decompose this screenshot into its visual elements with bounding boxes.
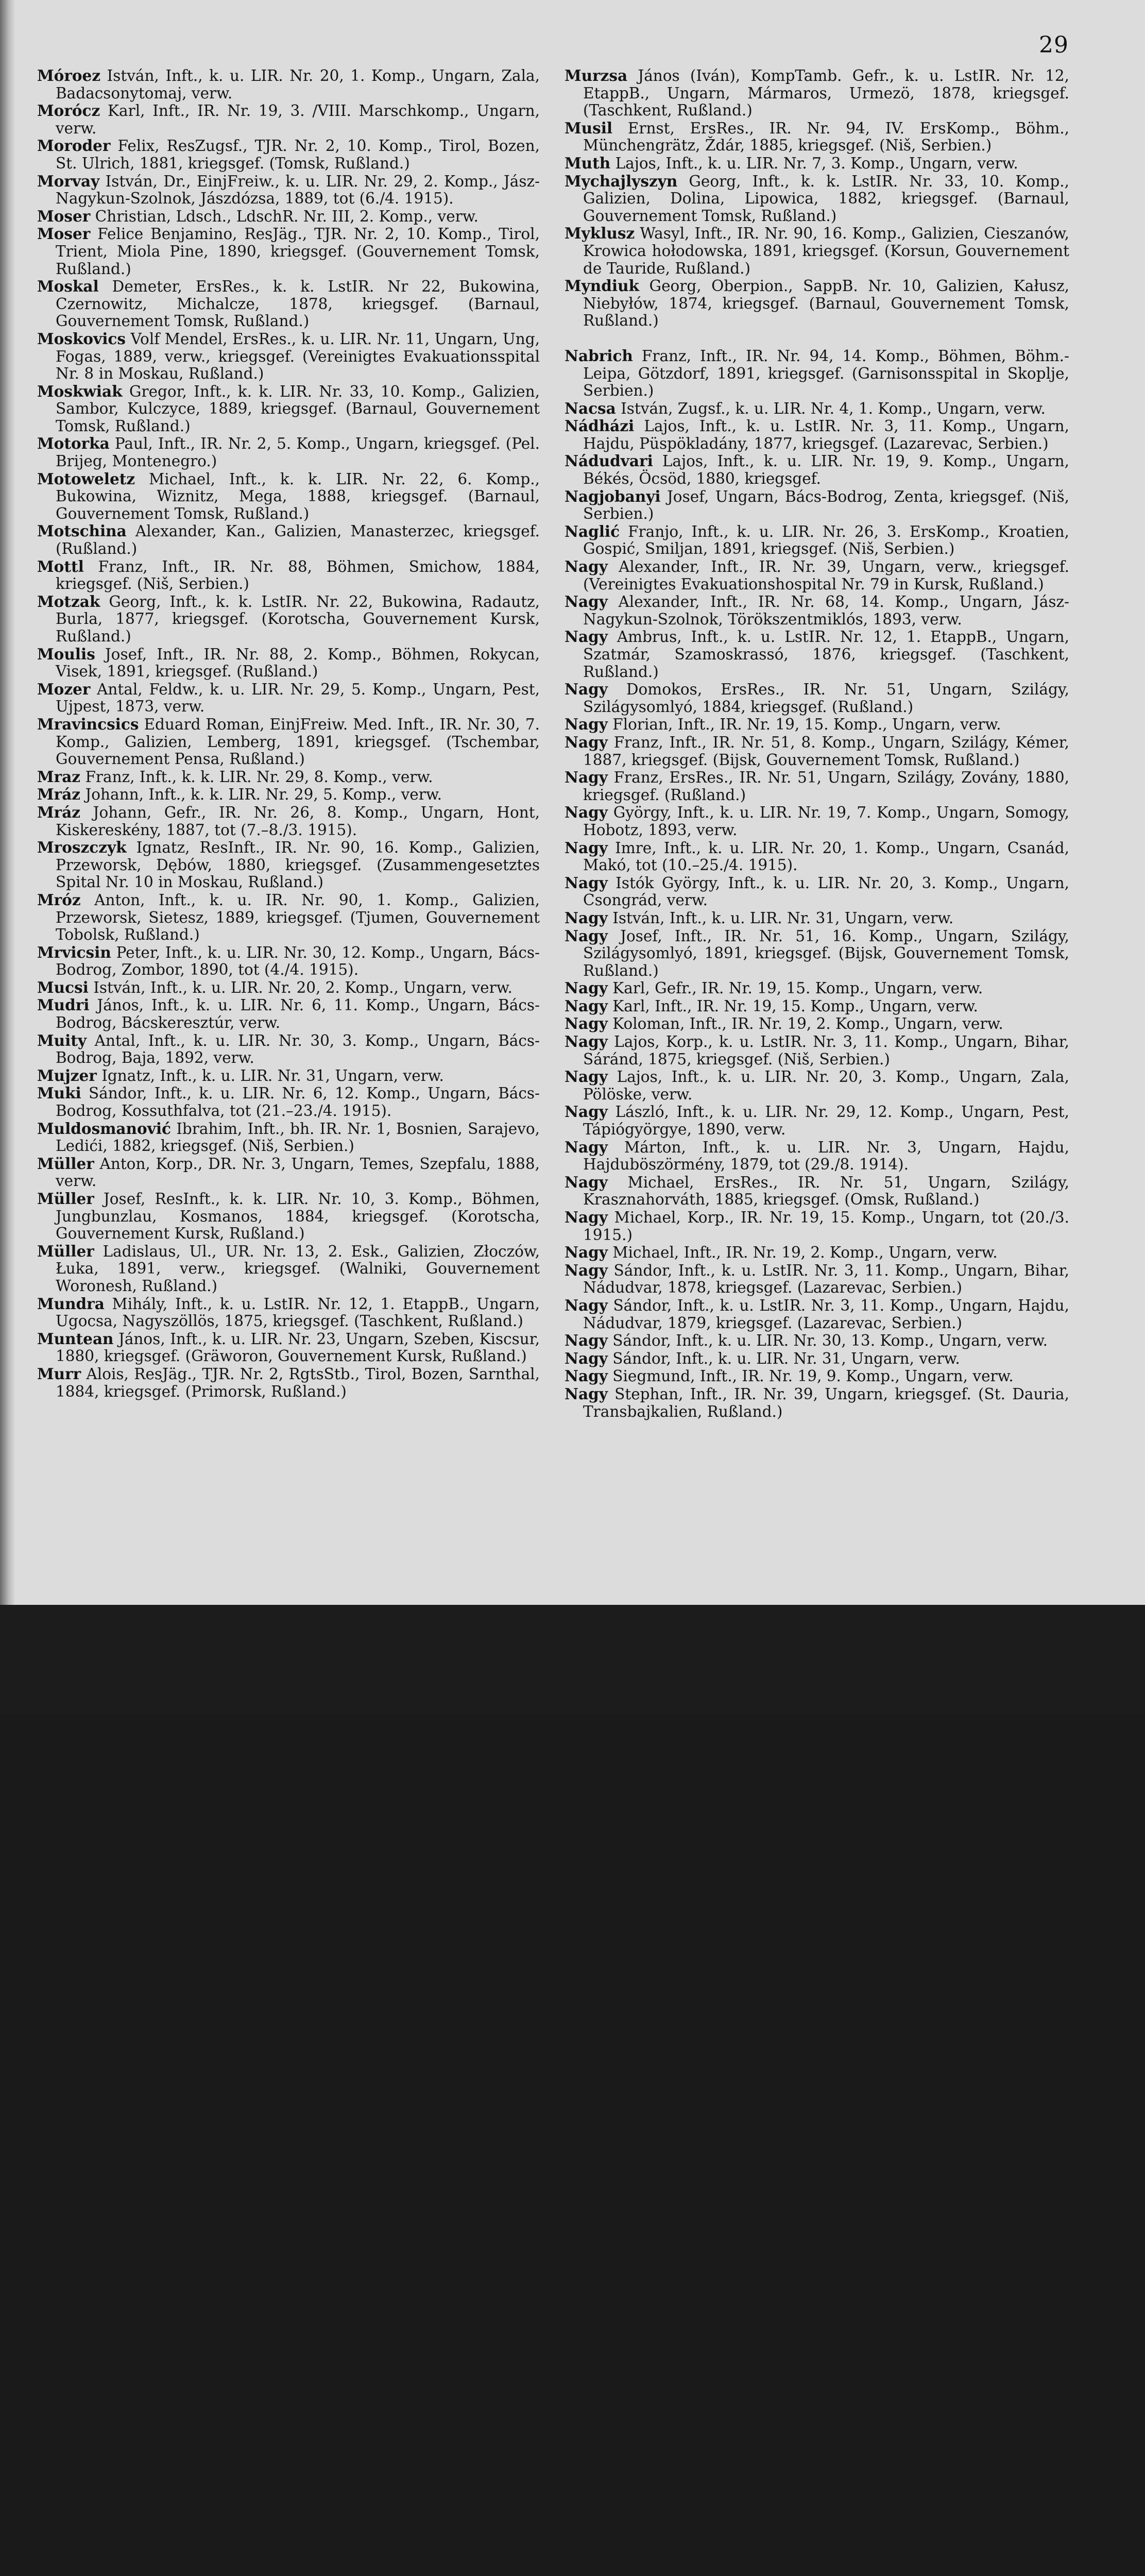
entry-surname: Nagy	[565, 908, 608, 927]
list-entry	[565, 804, 1069, 839]
entry-details: Ernst, ErsRes., IR. Nr. 94, IV. ErsKomp., Böhm., Münchengrätz, Ždár, 1885, kriegsgef. (Niš, Serbien.)	[583, 119, 1069, 155]
entry-surname: Morócz	[37, 101, 100, 120]
entry-surname: Mychajlyszyn	[565, 172, 678, 190]
entry-surname: Mráz	[37, 803, 81, 821]
entry-details: Alexander, Inft., IR. Nr. 68, 14. Komp., Ungarn, Jász-Nagykun-Szolnok, Törökszentmiklós, 1893, verw.	[583, 593, 1069, 628]
entry-details: Antal, Feldw., k. u. LIR. Nr. 29, 5. Komp., Ungarn, Pest, Ujpest, 1873, verw.	[56, 680, 540, 716]
entry-surname: Nagy	[565, 1367, 608, 1385]
list-entry	[37, 1190, 540, 1243]
list-entry	[565, 874, 1069, 909]
entry-surname: Mujzer	[37, 1066, 97, 1084]
entry-surname: Mottl	[37, 557, 84, 575]
entry-surname: Nagy	[565, 1243, 608, 1262]
list-entry	[37, 944, 540, 979]
entry-details: István, Dr., EinjFreiw., k. u. LIR. Nr. 29, 2. Komp., Jász-Nagykun-Szolnok, Jászdózsa, 1889, tot (6./4. 1915).	[56, 172, 540, 208]
list-entry	[37, 558, 540, 593]
entry-details: Karl, Gefr., IR. Nr. 19, 15. Komp., Ungarn, verw.	[607, 979, 983, 997]
list-entry	[565, 997, 1069, 1015]
entry-surname: Motorka	[37, 434, 110, 453]
entry-details: Stephan, Inft., IR. Nr. 39, Ungarn, kriegsgef. (St. Dauria, Transbajkalien, Rußland.)	[583, 1385, 1069, 1420]
entry-surname: Nagy	[565, 628, 608, 646]
entry-details: Mihály, Inft., k. u. LstIR. Nr. 12, 1. EtappB., Ungarn, Ugocsa, Nagyszöllös, 1875, kriegsgef. (Taschkent, Rußland.)	[56, 1295, 540, 1330]
entry-surname: Moskal	[37, 277, 99, 296]
entry-details: Michael, Inft., IR. Nr. 19, 2. Komp., Ungarn, verw.	[607, 1244, 998, 1262]
entry-surname: Mravincsics	[37, 715, 139, 733]
list-entry	[565, 1297, 1069, 1332]
entry-surname: Musil	[565, 118, 613, 137]
list-entry	[37, 383, 540, 435]
entry-details: Peter, Inft., k. u. LIR. Nr. 30, 12. Komp., Ungarn, Bács-Bodrog, Zombor, 1890, tot (4./4. 1915).	[56, 943, 540, 979]
entry-surname: Moskovics	[37, 329, 126, 348]
list-entry	[565, 1103, 1069, 1138]
entry-surname: Mudri	[37, 996, 90, 1014]
entry-surname: Moser	[37, 207, 91, 225]
entry-surname: Nagy	[565, 557, 608, 576]
entry-surname: Myklusz	[565, 224, 635, 243]
entry-details: Alois, ResJäg., TJR. Nr. 2, RgtsStb., Tirol, Bozen, Sarnthal, 1884, kriegsgef. (Primorsk, Rußland.)	[56, 1365, 540, 1400]
entry-surname: Mucsi	[37, 978, 89, 996]
list-entry	[565, 452, 1069, 487]
viewer-footer	[0, 1605, 1145, 1715]
list-entry	[37, 979, 540, 997]
entry-surname: Muki	[37, 1084, 81, 1103]
entry-surname: Motschina	[37, 522, 127, 540]
list-entry	[37, 1120, 540, 1155]
entry-details: Lajos, Inft., k. u. LIR. Nr. 20, 3. Komp., Ungarn, Zala, Pölöske, verw.	[583, 1068, 1069, 1103]
entry-surname: Moroder	[37, 137, 111, 155]
list-entry	[565, 1068, 1069, 1103]
entry-surname: Motoweletz	[37, 469, 135, 488]
entry-surname: Nabrich	[565, 346, 633, 365]
entry-surname: Müller	[37, 1154, 94, 1173]
entry-details: Michael, Inft., k. k. LIR. Nr. 22, 6. Komp., Bukowina, Wiznitz, Mega, 1888, kriegsgef. (Barnaul, Gouvernement Tomsk, Rußland.)	[56, 470, 540, 522]
entry-surname: Nagy	[565, 873, 608, 892]
list-entry	[37, 1295, 540, 1330]
entry-details: Josef, ResInft., k. k. LIR. Nr. 10, 3. Komp., Böhmen, Jungbunzlau, Kosmanos, 1884, kriegsgef. (Korotscha, Gouvernement Kursk, Rußland.)	[56, 1190, 540, 1243]
list-entry	[37, 102, 540, 137]
list-entry	[565, 1174, 1069, 1209]
page-number: 29	[1039, 32, 1069, 58]
entry-details: Lajos, Inft., k. u. LstIR. Nr. 3, 11. Komp., Ungarn, Hajdu, Püspökladány, 1877, kriegsgef. (Lazarevac, Serbien.)	[583, 417, 1069, 452]
list-entry	[37, 716, 540, 768]
list-entry	[37, 278, 540, 330]
entry-surname: Mrvicsin	[37, 943, 111, 961]
entry-surname: Nagy	[565, 715, 608, 734]
list-entry	[37, 646, 540, 681]
list-entry	[565, 593, 1069, 628]
entry-details: György, Inft., k. u. LIR. Nr. 19, 7. Komp., Ungarn, Somogy, Hobotz, 1893, verw.	[583, 804, 1069, 839]
entry-details: Sándor, Inft., k. u. LstIR. Nr. 3, 11. Komp., Ungarn, Hajdu, Nádudvar, 1879, kriegsgef. (Lazarevac, Serbien.)	[583, 1296, 1069, 1332]
list-entry	[37, 1032, 540, 1067]
entry-details: Franz, Inft., IR. Nr. 88, Böhmen, Smichow, 1884, kriegsgef. (Niš, Serbien.)	[56, 557, 540, 593]
list-entry	[37, 173, 540, 208]
entry-details: Josef, Inft., IR. Nr. 88, 2. Komp., Böhmen, Rokycan, Visek, 1891, kriegsgef. (Rußland.)	[56, 645, 540, 681]
entry-details: Florian, Inft., IR. Nr. 19, 15. Komp., Ungarn, verw.	[607, 716, 1001, 734]
entry-details: Karl, Inft., IR. Nr. 19, 15. Komp., Ungarn, verw.	[607, 997, 978, 1015]
entry-details: Sándor, Inft., k. u. LstIR. Nr. 3, 11. Komp., Ungarn, Bihar, Nádudvar, 1878, kriegsgef. (Lazarevac, Serbien.)	[583, 1261, 1069, 1297]
list-entry	[37, 67, 540, 102]
entry-details: Ladislaus, Ul., UR. Nr. 13, 2. Esk., Galizien, Złoczów, Łuka, 1891, verw., kriegsgef. (Walniki, Gouvernement Woronesh, Rußland.)	[56, 1242, 540, 1295]
entry-surname: Nagy	[565, 680, 608, 699]
page-binding-shadow	[0, 0, 15, 1605]
entry-details: Franjo, Inft., k. u. LIR. Nr. 26, 3. ErsKomp., Kroatien, Gospić, Smiljan, 1891, kriegsgef. (Niš, Serbien.)	[583, 522, 1069, 558]
entry-surname: Nagy	[565, 1032, 608, 1051]
list-entry	[37, 1155, 540, 1190]
entry-details: Gregor, Inft., k. k. LIR. Nr. 33, 10. Komp., Galizien, Sambor, Kulczyce, 1889, kriegsgef. (Barnaul, Gouvernement Tomsk, Rußland.)	[56, 382, 540, 435]
left-column	[37, 67, 540, 1400]
entry-details: Sándor, Inft., k. u. LIR. Nr. 31, Ungarn, verw.	[607, 1349, 960, 1367]
entry-surname: Müller	[37, 1190, 94, 1208]
list-entry	[37, 137, 540, 172]
list-entry	[565, 1332, 1069, 1350]
entry-surname: Muldosmanović	[37, 1119, 171, 1138]
entry-surname: Nagy	[565, 996, 608, 1015]
entry-surname: Nagy	[565, 1103, 608, 1121]
entry-surname: Nagy	[565, 1349, 608, 1367]
entry-details: Felice Benjamino, ResJäg., TJR. Nr. 2, 10. Komp., Tirol, Trient, Miola Pine, 1890, kriegsgef. (Gouvernement Tomsk, Rußland.)	[56, 225, 540, 278]
entry-details: Eduard Roman, EinjFreiw. Med. Inft., IR. Nr. 30, 7. Komp., Galizien, Lemberg, 1891, kriegsgef. (Tschembar, Gouvernement Pensa, Rußland.)	[56, 715, 540, 768]
entry-surname: Nagy	[565, 1208, 608, 1226]
entry-surname: Mráz	[37, 785, 81, 804]
list-entry	[37, 208, 540, 226]
entry-details: János, Inft., k. u. LIR. Nr. 23, Ungarn, Szeben, Kiscsur, 1880, kriegsgef. (Gräworon, Gouvernement Kursk, Rußland.)	[56, 1330, 540, 1365]
entry-surname: Muity	[37, 1031, 87, 1049]
entry-details: Sándor, Inft., k. u. LIR. Nr. 30, 13. Komp., Ungarn, verw.	[607, 1332, 1048, 1350]
list-entry	[37, 470, 540, 523]
entry-surname: Murzsa	[565, 66, 628, 84]
list-entry	[37, 593, 540, 646]
entry-surname: Naglić	[565, 522, 620, 540]
entry-details: Johann, Inft., k. k. LIR. Nr. 29, 5. Komp., verw.	[80, 786, 442, 804]
entry-details: Siegmund, Inft., IR. Nr. 19, 9. Komp., Ungarn, verw.	[607, 1367, 1014, 1385]
entry-details: Felix, ResZugsf., TJR. Nr. 2, 10. Komp., Tirol, Bozen, St. Ulrich, 1881, kriegsgef. (Tomsk, Rußland.)	[56, 137, 540, 172]
list-entry	[565, 769, 1069, 804]
entry-surname: Morvay	[37, 172, 100, 190]
entry-details: Johann, Gefr., IR. Nr. 26, 8. Komp., Ungarn, Hont, Kiskereskény, 1887, tot (7.–8./3. 1915).	[56, 803, 540, 839]
entry-surname: Muth	[565, 154, 611, 172]
entry-surname: Murr	[37, 1364, 81, 1383]
list-entry	[565, 400, 1069, 418]
entry-details: Georg, Oberpion., SappB. Nr. 10, Galizien, Kałusz, Niebyłów, 1874, kriegsgef. (Barnaul, Gouvernement Tomsk, Rußland.)	[583, 277, 1069, 330]
entry-details: Franz, Inft., k. k. LIR. Nr. 29, 8. Komp., verw.	[80, 768, 433, 786]
entry-details: István, Inft., k. u. LIR. Nr. 20, 2. Komp., Ungarn, verw.	[88, 978, 512, 996]
entry-surname: Moskwiak	[37, 382, 123, 400]
entry-details: Imre, Inft., k. u. LIR. Nr. 20, 1. Komp., Ungarn, Csanád, Makó, tot (10.–25./4. 1915).	[583, 839, 1069, 874]
entry-surname: Nagy	[565, 592, 608, 611]
list-entry	[565, 909, 1069, 927]
entry-surname: Nacsa	[565, 399, 616, 417]
list-entry	[565, 523, 1069, 558]
entry-details: Michael, Korp., IR. Nr. 19, 15. Komp., Ungarn, tot (20./3. 1915.)	[583, 1209, 1069, 1244]
list-entry	[565, 1033, 1069, 1068]
entry-details: István, Inft., k. u. LIR. Nr. 20, 1. Komp., Ungarn, Zala, Badacsonytomaj, verw.	[56, 67, 540, 102]
list-entry	[565, 1209, 1069, 1244]
entry-details: János, Inft., k. u. LIR. Nr. 6, 11. Komp., Ungarn, Bács-Bodrog, Bácskeresztúr, verw.	[56, 996, 540, 1032]
list-entry	[565, 1350, 1069, 1368]
entry-surname: Myndiuk	[565, 277, 639, 295]
entry-surname: Moser	[37, 225, 91, 243]
list-entry	[565, 173, 1069, 225]
entry-details: László, Inft., k. u. LIR. Nr. 29, 12. Komp., Ungarn, Pest, Tápiógyörgye, 1890, verw.	[583, 1103, 1069, 1139]
list-entry	[565, 417, 1069, 452]
entry-surname: Nagy	[565, 1138, 608, 1156]
list-entry	[37, 891, 540, 944]
list-entry	[565, 1015, 1069, 1033]
entry-surname: Nagy	[565, 1173, 608, 1191]
list-entry	[565, 155, 1069, 173]
entry-details: Anton, Inft., k. u. IR. Nr. 90, 1. Komp., Galizien, Przeworsk, Sietesz, 1889, kriegsgef. (Tjumen, Gouvernement Tobolsk, Rußland.)	[56, 891, 540, 944]
list-entry	[37, 1084, 540, 1120]
entry-details: Lajos, Korp., k. u. LstIR. Nr. 3, 11. Komp., Ungarn, Bihar, Sáránd, 1875, kriegsgef. (Niš, Serbien.)	[583, 1033, 1069, 1068]
list-entry	[37, 1365, 540, 1400]
list-entry	[565, 558, 1069, 593]
entry-details: Karl, Inft., IR. Nr. 19, 3. /VIII. Marschkomp., Ungarn, verw.	[56, 102, 540, 137]
entry-details: István, Inft., k. u. LIR. Nr. 31, Ungarn, verw.	[607, 909, 954, 927]
list-entry	[565, 347, 1069, 400]
list-entry	[565, 488, 1069, 523]
entry-details: Franz, Inft., IR. Nr. 51, 8. Komp., Ungarn, Szilágy, Kémer, 1887, kriegsgef. (Bijsk, Gouvernement Tomsk, Rußland.)	[583, 733, 1069, 769]
list-entry	[565, 67, 1069, 120]
entry-surname: Motzak	[37, 592, 100, 611]
list-entry	[37, 1243, 540, 1295]
list-entry	[37, 786, 540, 804]
entry-surname: Nagy	[565, 768, 608, 787]
entry-details: Antal, Inft., k. u. LIR. Nr. 30, 3. Komp., Ungarn, Bács-Bodrog, Baja, 1892, verw.	[56, 1031, 540, 1067]
entry-surname: Nagy	[565, 1067, 608, 1086]
list-entry	[565, 277, 1069, 330]
entry-details: Istók György, Inft., k. u. LIR. Nr. 20, 3. Komp., Ungarn, Csongrád, verw.	[583, 874, 1069, 909]
right-column-m-entries	[565, 67, 1069, 330]
list-entry	[37, 435, 540, 470]
entry-details: Michael, ErsRes., IR. Nr. 51, Ungarn, Szilágy, Krasznahorváth, 1885, kriegsgef. (Omsk, Rußland.)	[583, 1173, 1069, 1209]
entry-surname: Nagy	[565, 1384, 608, 1403]
list-entry	[565, 734, 1069, 769]
entry-details: Demeter, ErsRes., k. k. LstIR. Nr 22, Bukowina, Czernowitz, Michalcze, 1878, kriegsgef. (Barnaul, Gouvernement Tomsk, Rußland.)	[56, 278, 540, 330]
list-entry	[565, 1385, 1069, 1420]
list-entry	[565, 225, 1069, 277]
entry-surname: Nagy	[565, 803, 608, 822]
list-entry	[565, 927, 1069, 980]
entry-details: Koloman, Inft., IR. Nr. 19, 2. Komp., Ungarn, verw.	[607, 1015, 1003, 1033]
entry-details: Ambrus, Inft., k. u. LstIR. Nr. 12, 1. EtappB., Ungarn, Szatmár, Szamoskrassó, 1876, kriegsgef. (Taschkent, Rußland.)	[583, 628, 1069, 681]
entry-surname: Moulis	[37, 645, 95, 663]
entry-details: Volf Mendel, ErsRes., k. u. LIR. Nr. 11, Ungarn, Ung, Fogas, 1889, verw., kriegsgef. (Vereinigtes Evakuationsspital Nr. 8 in Moskau, Rußland.)	[56, 330, 540, 383]
entry-surname: Nagy	[565, 1261, 608, 1279]
entry-details: Georg, Inft., k. k. LstIR. Nr. 22, Bukowina, Radautz, Burla, 1877, kriegsgef. (Korotscha, Gouvernement Kursk, Rußland.)	[56, 592, 540, 645]
entry-details: Ignatz, Inft., k. u. LIR. Nr. 31, Ungarn, verw.	[96, 1066, 444, 1084]
entry-details: János (Iván), KompTamb. Gefr., k. u. LstIR. Nr. 12, EtappB., Ungarn, Mármaros, Urmezö, 1878, kriegsgef. (Taschkent, Rußland.)	[583, 67, 1069, 120]
list-entry	[37, 225, 540, 278]
right-column-n-entries	[565, 347, 1069, 1420]
list-entry	[565, 1367, 1069, 1385]
entry-details: Wasyl, Inft., IR. Nr. 90, 16. Komp., Galizien, Cieszanów, Krowica hołodowska, 1891, kriegsgef. (Korsun, Gouvernement de Tauride, Rußland.)	[583, 225, 1069, 277]
entry-surname: Móroez	[37, 66, 101, 84]
list-entry	[565, 120, 1069, 155]
entry-details: Alexander, Kan., Galizien, Manasterzec, kriegsgef. (Rußland.)	[56, 522, 540, 558]
entry-details: Paul, Inft., IR. Nr. 2, 5. Komp., Ungarn, kriegsgef. (Pel. Brijeg, Montenegro.)	[56, 435, 540, 470]
entry-surname: Müller	[37, 1242, 94, 1260]
entry-details: Franz, Inft., IR. Nr. 94, 14. Komp., Böhmen, Böhm.-Leipa, Götzdorf, 1891, kriegsgef. (Garnisonsspital in Skoplje, Serbien.)	[583, 347, 1069, 400]
list-entry	[37, 804, 540, 839]
list-entry	[37, 522, 540, 557]
entry-details: Alexander, Inft., IR. Nr. 39, Ungarn, verw., kriegsgef. (Vereinigtes Evakuationshospital Nr. 79 in Kursk, Rußland.)	[583, 558, 1069, 593]
list-entry	[37, 1067, 540, 1085]
entry-surname: Nagy	[565, 979, 608, 997]
list-entry	[565, 1262, 1069, 1297]
list-entry	[565, 716, 1069, 734]
entry-details: Franz, ErsRes., IR. Nr. 51, Ungarn, Szilágy, Zovány, 1880, kriegsgef. (Rußland.)	[583, 769, 1069, 804]
entry-details: Márton, Inft., k. u. LIR. Nr. 3, Ungarn, Hajdu, Hajduböszörmény, 1879, tot (29./8. 1914).	[583, 1138, 1069, 1174]
list-entry	[565, 839, 1069, 874]
entry-surname: Muntean	[37, 1329, 114, 1348]
entry-details: Ibrahim, Inft., bh. IR. Nr. 1, Bosnien, Sarajevo, Ledići, 1882, kriegsgef. (Niš, Serbien.)	[56, 1120, 540, 1155]
entry-details: Sándor, Inft., k. u. LIR. Nr. 6, 12. Komp., Ungarn, Bács-Bodrog, Kossuthfalva, tot (21.–23./4. 1915).	[56, 1084, 540, 1120]
list-entry	[37, 1330, 540, 1365]
entry-details: István, Zugsf., k. u. LIR. Nr. 4, 1. Komp., Ungarn, verw.	[616, 399, 1046, 417]
entry-surname: Mozer	[37, 680, 91, 698]
entry-surname: Mundra	[37, 1294, 105, 1313]
entry-surname: Nagy	[565, 1296, 608, 1314]
entry-details: Christian, Ldsch., LdschR. Nr. III, 2. Komp., verw.	[90, 207, 478, 225]
section-gap	[565, 330, 1069, 347]
entry-details: Josef, Ungarn, Bács-Bodrog, Zenta, kriegsgef. (Niš, Serbien.)	[583, 487, 1069, 523]
entry-details: Lajos, Inft., k. u. LIR. Nr. 7, 3. Komp., Ungarn, verw.	[610, 154, 1018, 172]
entry-details: Anton, Korp., DR. Nr. 3, Ungarn, Temes, Szepfalu, 1888, verw.	[56, 1155, 540, 1190]
entry-surname: Nagjobanyi	[565, 487, 661, 505]
entry-details: Lajos, Inft., k. u. LIR. Nr. 19, 9. Komp., Ungarn, Békés, Öcsöd, 1880, kriegsgef.	[583, 452, 1069, 488]
entry-details: Josef, Inft., IR. Nr. 51, 16. Komp., Ungarn, Szilágy, Szilágysomlyó, 1891, kriegsgef. (Bijsk, Gouvernement Tomsk, Rußland.)	[583, 927, 1069, 979]
list-entry	[37, 839, 540, 891]
entry-details: Georg, Inft., k. k. LstIR. Nr. 33, 10. Komp., Galizien, Dolina, Lipowica, 1882, kriegsgef. (Barnaul, Gouvernement Tomsk, Rußland.)	[583, 172, 1069, 225]
entry-details: Ignatz, ResInft., IR. Nr. 90, 16. Komp., Galizien, Przeworsk, Dębów, 1880, kriegsgef. (Zusammengesetztes Spital Nr. 10 in Moskau, Rußland.)	[56, 839, 540, 891]
right-column	[565, 67, 1069, 1420]
list-entry	[37, 681, 540, 716]
list-entry	[565, 681, 1069, 716]
entry-surname: Nagy	[565, 1014, 608, 1033]
list-entry	[37, 330, 540, 383]
entry-surname: Nagy	[565, 838, 608, 857]
list-entry	[37, 768, 540, 786]
list-entry	[37, 996, 540, 1031]
list-entry	[565, 628, 1069, 681]
list-entry	[565, 979, 1069, 997]
entry-surname: Nádházi	[565, 417, 635, 435]
entry-surname: Nagy	[565, 926, 608, 945]
entry-surname: Mraz	[37, 767, 81, 786]
entry-surname: Mroszczyk	[37, 838, 127, 857]
list-entry	[565, 1139, 1069, 1174]
entry-surname: Nagy	[565, 733, 608, 751]
entry-surname: Mróz	[37, 890, 81, 909]
entry-surname: Nádudvari	[565, 452, 653, 470]
list-entry	[565, 1244, 1069, 1262]
entry-surname: Nagy	[565, 1331, 608, 1350]
entry-details: Domokos, ErsRes., IR. Nr. 51, Ungarn, Szilágy, Szilágysomlyó, 1884, kriegsgef. (Rußland.)	[583, 681, 1069, 716]
